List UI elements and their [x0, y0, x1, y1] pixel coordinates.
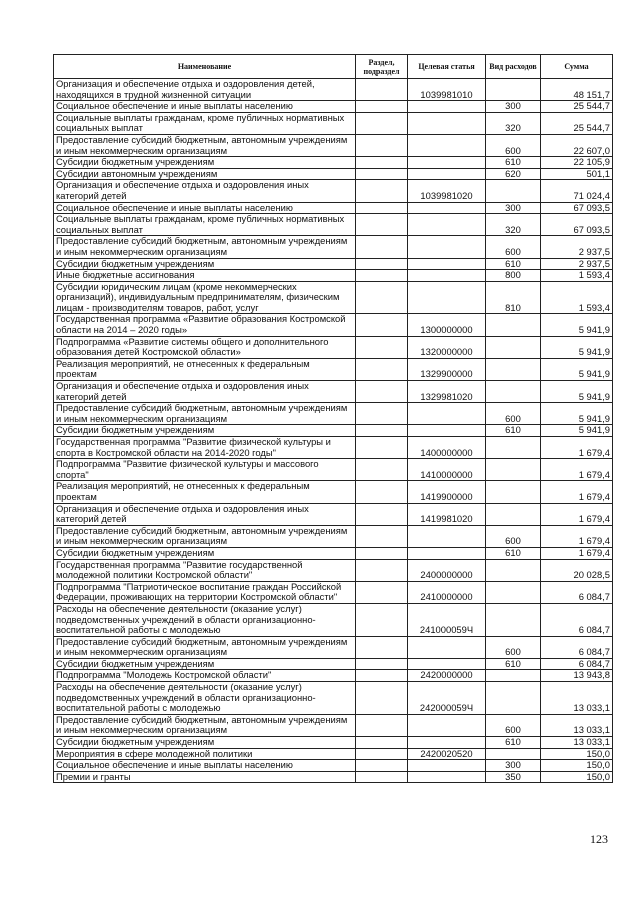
row-sum: 2 937,5: [541, 236, 613, 258]
row-name: Организация и обеспечение отдыха и оздоровления иных категорий детей: [54, 503, 356, 525]
table-row: [54, 168, 613, 180]
row-name: Подпрограмма "Патриотическое воспитание граждан Российской Федерации, проживающих на территории Костромской области": [54, 581, 356, 603]
table-row: [54, 682, 613, 715]
row-name: Подпрограмма "Развитие физической культуры и массового спорта": [54, 459, 356, 481]
row-name: Субсидии юридическим лицам (кроме некоммерческих организаций), индивидуальным предпринимателям, физическим лицам - производителям товаров, работ, услуг: [54, 281, 356, 314]
row-name: Социальные выплаты гражданам, кроме публичных нормативных социальных выплат: [54, 112, 356, 134]
row-name: Организация и обеспечение отдыха и оздоровления детей, находящихся в трудной жизненной ситуации: [54, 79, 356, 101]
row-name: Государственная программа "Развитие физической культуры и спорта в Костромской области на 2014-2020 годы": [54, 437, 356, 459]
row-sum: 5 941,9: [541, 336, 613, 358]
table-row: [54, 134, 613, 156]
row-sum: 150,0: [541, 771, 613, 783]
row-sum: 1 679,4: [541, 547, 613, 559]
row-type: 600: [486, 525, 541, 547]
row-article: 2420000000: [408, 670, 486, 682]
header-sum: Сумма: [541, 55, 613, 79]
row-section: [356, 437, 408, 459]
row-type: [486, 79, 541, 101]
row-article: [408, 636, 486, 658]
row-sum: 5 941,9: [541, 425, 613, 437]
row-sum: 22 607,0: [541, 134, 613, 156]
row-section: [356, 547, 408, 559]
row-sum: 5 941,9: [541, 314, 613, 336]
header-type: Вид расходов: [486, 55, 541, 79]
row-type: 300: [486, 101, 541, 113]
row-name: Предоставление субсидий бюджетным, автономным учреждениям и иным некоммерческим организациям: [54, 134, 356, 156]
row-article: 2400000000: [408, 559, 486, 581]
row-sum: 150,0: [541, 748, 613, 760]
row-article: [408, 547, 486, 559]
row-name: Субсидии бюджетным учреждениям: [54, 258, 356, 270]
row-article: 242000059Ч: [408, 682, 486, 715]
table-row: [54, 658, 613, 670]
row-type: [486, 670, 541, 682]
row-type: [486, 581, 541, 603]
row-section: [356, 112, 408, 134]
row-sum: 13 033,1: [541, 714, 613, 736]
row-article: 241000059Ч: [408, 603, 486, 636]
row-sum: 20 028,5: [541, 559, 613, 581]
row-name: Государственная программа "Развитие государственной молодежной политики Костромской области": [54, 559, 356, 581]
row-name: Социальное обеспечение и иные выплаты населению: [54, 760, 356, 772]
row-sum: 22 105,9: [541, 157, 613, 169]
row-section: [356, 358, 408, 380]
row-type: 810: [486, 281, 541, 314]
row-section: [356, 214, 408, 236]
row-article: 1300000000: [408, 314, 486, 336]
table-row: [54, 270, 613, 282]
row-article: 1419981020: [408, 503, 486, 525]
row-sum: 67 093,5: [541, 214, 613, 236]
row-section: [356, 503, 408, 525]
row-sum: 13 033,1: [541, 682, 613, 715]
row-section: [356, 236, 408, 258]
table-header: [54, 55, 613, 79]
row-section: [356, 771, 408, 783]
row-type: 320: [486, 214, 541, 236]
table-row: [54, 748, 613, 760]
row-sum: 48 151,7: [541, 79, 613, 101]
row-section: [356, 314, 408, 336]
budget-table: [53, 54, 613, 783]
row-section: [356, 281, 408, 314]
row-section: [356, 157, 408, 169]
row-sum: 1 679,4: [541, 503, 613, 525]
row-article: [408, 214, 486, 236]
row-sum: 5 941,9: [541, 403, 613, 425]
row-article: [408, 658, 486, 670]
row-section: [356, 270, 408, 282]
row-section: [356, 202, 408, 214]
row-name: Подпрограмма «Развитие системы общего и дополнительного образования детей Костромской области»: [54, 336, 356, 358]
row-article: [408, 134, 486, 156]
table-row: [54, 101, 613, 113]
row-name: Подпрограмма "Молодежь Костромской области": [54, 670, 356, 682]
row-name: Социальное обеспечение и иные выплаты населению: [54, 202, 356, 214]
row-type: [486, 180, 541, 202]
row-section: [356, 101, 408, 113]
row-article: 1039981010: [408, 79, 486, 101]
row-sum: 6 084,7: [541, 581, 613, 603]
row-name: Предоставление субсидий бюджетным, автономным учреждениям и иным некоммерческим организациям: [54, 714, 356, 736]
row-section: [356, 748, 408, 760]
row-sum: 501,1: [541, 168, 613, 180]
table-row: [54, 670, 613, 682]
table-row: [54, 459, 613, 481]
row-section: [356, 134, 408, 156]
row-type: 800: [486, 270, 541, 282]
row-article: [408, 525, 486, 547]
row-article: [408, 281, 486, 314]
row-type: 610: [486, 157, 541, 169]
table-row: [54, 603, 613, 636]
header-section: Раздел, подраздел: [356, 55, 408, 79]
row-type: 300: [486, 760, 541, 772]
row-section: [356, 168, 408, 180]
page-number: 123: [590, 832, 608, 846]
row-sum: 2 937,5: [541, 258, 613, 270]
row-article: [408, 403, 486, 425]
row-type: [486, 682, 541, 715]
row-name: Субсидии бюджетным учреждениям: [54, 547, 356, 559]
table-row: [54, 737, 613, 749]
row-sum: 6 084,7: [541, 603, 613, 636]
row-article: 2420020520: [408, 748, 486, 760]
row-type: 620: [486, 168, 541, 180]
row-section: [356, 180, 408, 202]
row-article: [408, 101, 486, 113]
row-section: [356, 714, 408, 736]
row-section: [356, 581, 408, 603]
row-type: [486, 481, 541, 503]
table-row: [54, 214, 613, 236]
row-article: [408, 760, 486, 772]
row-type: [486, 381, 541, 403]
table-row: [54, 381, 613, 403]
row-article: 1329900000: [408, 358, 486, 380]
row-article: 1329981020: [408, 381, 486, 403]
table-row: [54, 236, 613, 258]
row-name: Реализация мероприятий, не отнесенных к федеральным проектам: [54, 358, 356, 380]
table-body: [54, 79, 613, 783]
row-article: 1320000000: [408, 336, 486, 358]
row-sum: 5 941,9: [541, 381, 613, 403]
row-article: [408, 236, 486, 258]
row-sum: 25 544,7: [541, 112, 613, 134]
table-row: [54, 112, 613, 134]
row-article: [408, 714, 486, 736]
row-article: [408, 112, 486, 134]
row-type: 610: [486, 547, 541, 559]
row-section: [356, 459, 408, 481]
row-type: 610: [486, 258, 541, 270]
row-sum: 150,0: [541, 760, 613, 772]
table-row: [54, 714, 613, 736]
table-row: [54, 336, 613, 358]
table-row: [54, 481, 613, 503]
table-row: [54, 281, 613, 314]
row-sum: 1 593,4: [541, 281, 613, 314]
row-article: [408, 425, 486, 437]
row-name: Субсидии бюджетным учреждениям: [54, 157, 356, 169]
row-type: [486, 603, 541, 636]
row-name: Мероприятия в сфере молодежной политики: [54, 748, 356, 760]
row-name: Субсидии бюджетным учреждениям: [54, 737, 356, 749]
table-row: [54, 202, 613, 214]
row-sum: 67 093,5: [541, 202, 613, 214]
row-type: [486, 503, 541, 525]
table-row: [54, 559, 613, 581]
row-section: [356, 258, 408, 270]
row-section: [356, 603, 408, 636]
row-section: [356, 658, 408, 670]
row-article: [408, 737, 486, 749]
table-row: [54, 771, 613, 783]
table-row: [54, 581, 613, 603]
row-section: [356, 559, 408, 581]
row-sum: 1 593,4: [541, 270, 613, 282]
row-name: Предоставление субсидий бюджетным, автономным учреждениям и иным некоммерческим организациям: [54, 403, 356, 425]
row-name: Предоставление субсидий бюджетным, автономным учреждениям и иным некоммерческим организациям: [54, 525, 356, 547]
row-section: [356, 336, 408, 358]
row-sum: 1 679,4: [541, 437, 613, 459]
row-type: 600: [486, 714, 541, 736]
row-type: 600: [486, 134, 541, 156]
row-article: [408, 270, 486, 282]
row-article: [408, 202, 486, 214]
row-type: 600: [486, 236, 541, 258]
row-article: 1410000000: [408, 459, 486, 481]
row-sum: 13 943,8: [541, 670, 613, 682]
table-row: [54, 636, 613, 658]
row-article: [408, 258, 486, 270]
table-row: [54, 503, 613, 525]
row-type: 610: [486, 737, 541, 749]
row-name: Субсидии бюджетным учреждениям: [54, 658, 356, 670]
row-type: [486, 336, 541, 358]
header-row: [54, 55, 613, 79]
table-row: [54, 525, 613, 547]
row-section: [356, 636, 408, 658]
table-row: [54, 258, 613, 270]
row-article: [408, 157, 486, 169]
row-section: [356, 403, 408, 425]
row-name: Социальные выплаты гражданам, кроме публичных нормативных социальных выплат: [54, 214, 356, 236]
row-article: 1400000000: [408, 437, 486, 459]
row-section: [356, 481, 408, 503]
row-name: Организация и обеспечение отдыха и оздоровления иных категорий детей: [54, 381, 356, 403]
row-type: [486, 314, 541, 336]
row-type: 300: [486, 202, 541, 214]
row-type: 610: [486, 658, 541, 670]
row-type: [486, 459, 541, 481]
row-name: Иные бюджетные ассигнования: [54, 270, 356, 282]
row-name: Предоставление субсидий бюджетным, автономным учреждениям и иным некоммерческим организациям: [54, 236, 356, 258]
row-sum: 6 084,7: [541, 636, 613, 658]
row-type: [486, 437, 541, 459]
row-section: [356, 670, 408, 682]
row-article: [408, 771, 486, 783]
table-row: [54, 358, 613, 380]
row-name: Расходы на обеспечение деятельности (оказание услуг) подведомственных учреждений в области организационно-воспитательной работы с молодежью: [54, 603, 356, 636]
row-type: 320: [486, 112, 541, 134]
row-section: [356, 760, 408, 772]
row-sum: 5 941,9: [541, 358, 613, 380]
row-sum: 71 024,4: [541, 180, 613, 202]
row-type: 350: [486, 771, 541, 783]
row-type: [486, 748, 541, 760]
row-article: 2410000000: [408, 581, 486, 603]
row-section: [356, 682, 408, 715]
row-type: 600: [486, 636, 541, 658]
table-row: [54, 79, 613, 101]
table-row: [54, 425, 613, 437]
row-section: [356, 425, 408, 437]
row-sum: 25 544,7: [541, 101, 613, 113]
table-row: [54, 547, 613, 559]
header-name: Наименование: [54, 55, 356, 79]
row-name: Социальное обеспечение и иные выплаты населению: [54, 101, 356, 113]
row-name: Предоставление субсидий бюджетным, автономным учреждениям и иным некоммерческим организациям: [54, 636, 356, 658]
row-name: Субсидии автономным учреждениям: [54, 168, 356, 180]
table-row: [54, 403, 613, 425]
table-row: [54, 437, 613, 459]
row-section: [356, 525, 408, 547]
row-type: [486, 358, 541, 380]
row-section: [356, 381, 408, 403]
row-name: Расходы на обеспечение деятельности (оказание услуг) подведомственных учреждений в области организационно-воспитательной работы с молодежью: [54, 682, 356, 715]
row-name: Организация и обеспечение отдыха и оздоровления иных категорий детей: [54, 180, 356, 202]
row-type: 600: [486, 403, 541, 425]
row-name: Премии и гранты: [54, 771, 356, 783]
row-type: 610: [486, 425, 541, 437]
header-article: Целевая статья: [408, 55, 486, 79]
row-sum: 1 679,4: [541, 525, 613, 547]
row-name: Реализация мероприятий, не отнесенных к федеральным проектам: [54, 481, 356, 503]
row-article: 1419900000: [408, 481, 486, 503]
row-section: [356, 737, 408, 749]
table-row: [54, 157, 613, 169]
row-name: Субсидии бюджетным учреждениям: [54, 425, 356, 437]
row-article: [408, 168, 486, 180]
row-section: [356, 79, 408, 101]
row-sum: 1 679,4: [541, 459, 613, 481]
row-sum: 1 679,4: [541, 481, 613, 503]
row-article: 1039981020: [408, 180, 486, 202]
row-name: Государственная программа «Развитие образования Костромской области на 2014 – 2020 годы»: [54, 314, 356, 336]
table-row: [54, 760, 613, 772]
row-type: [486, 559, 541, 581]
table-row: [54, 314, 613, 336]
table-row: [54, 180, 613, 202]
row-sum: 6 084,7: [541, 658, 613, 670]
row-sum: 13 033,1: [541, 737, 613, 749]
